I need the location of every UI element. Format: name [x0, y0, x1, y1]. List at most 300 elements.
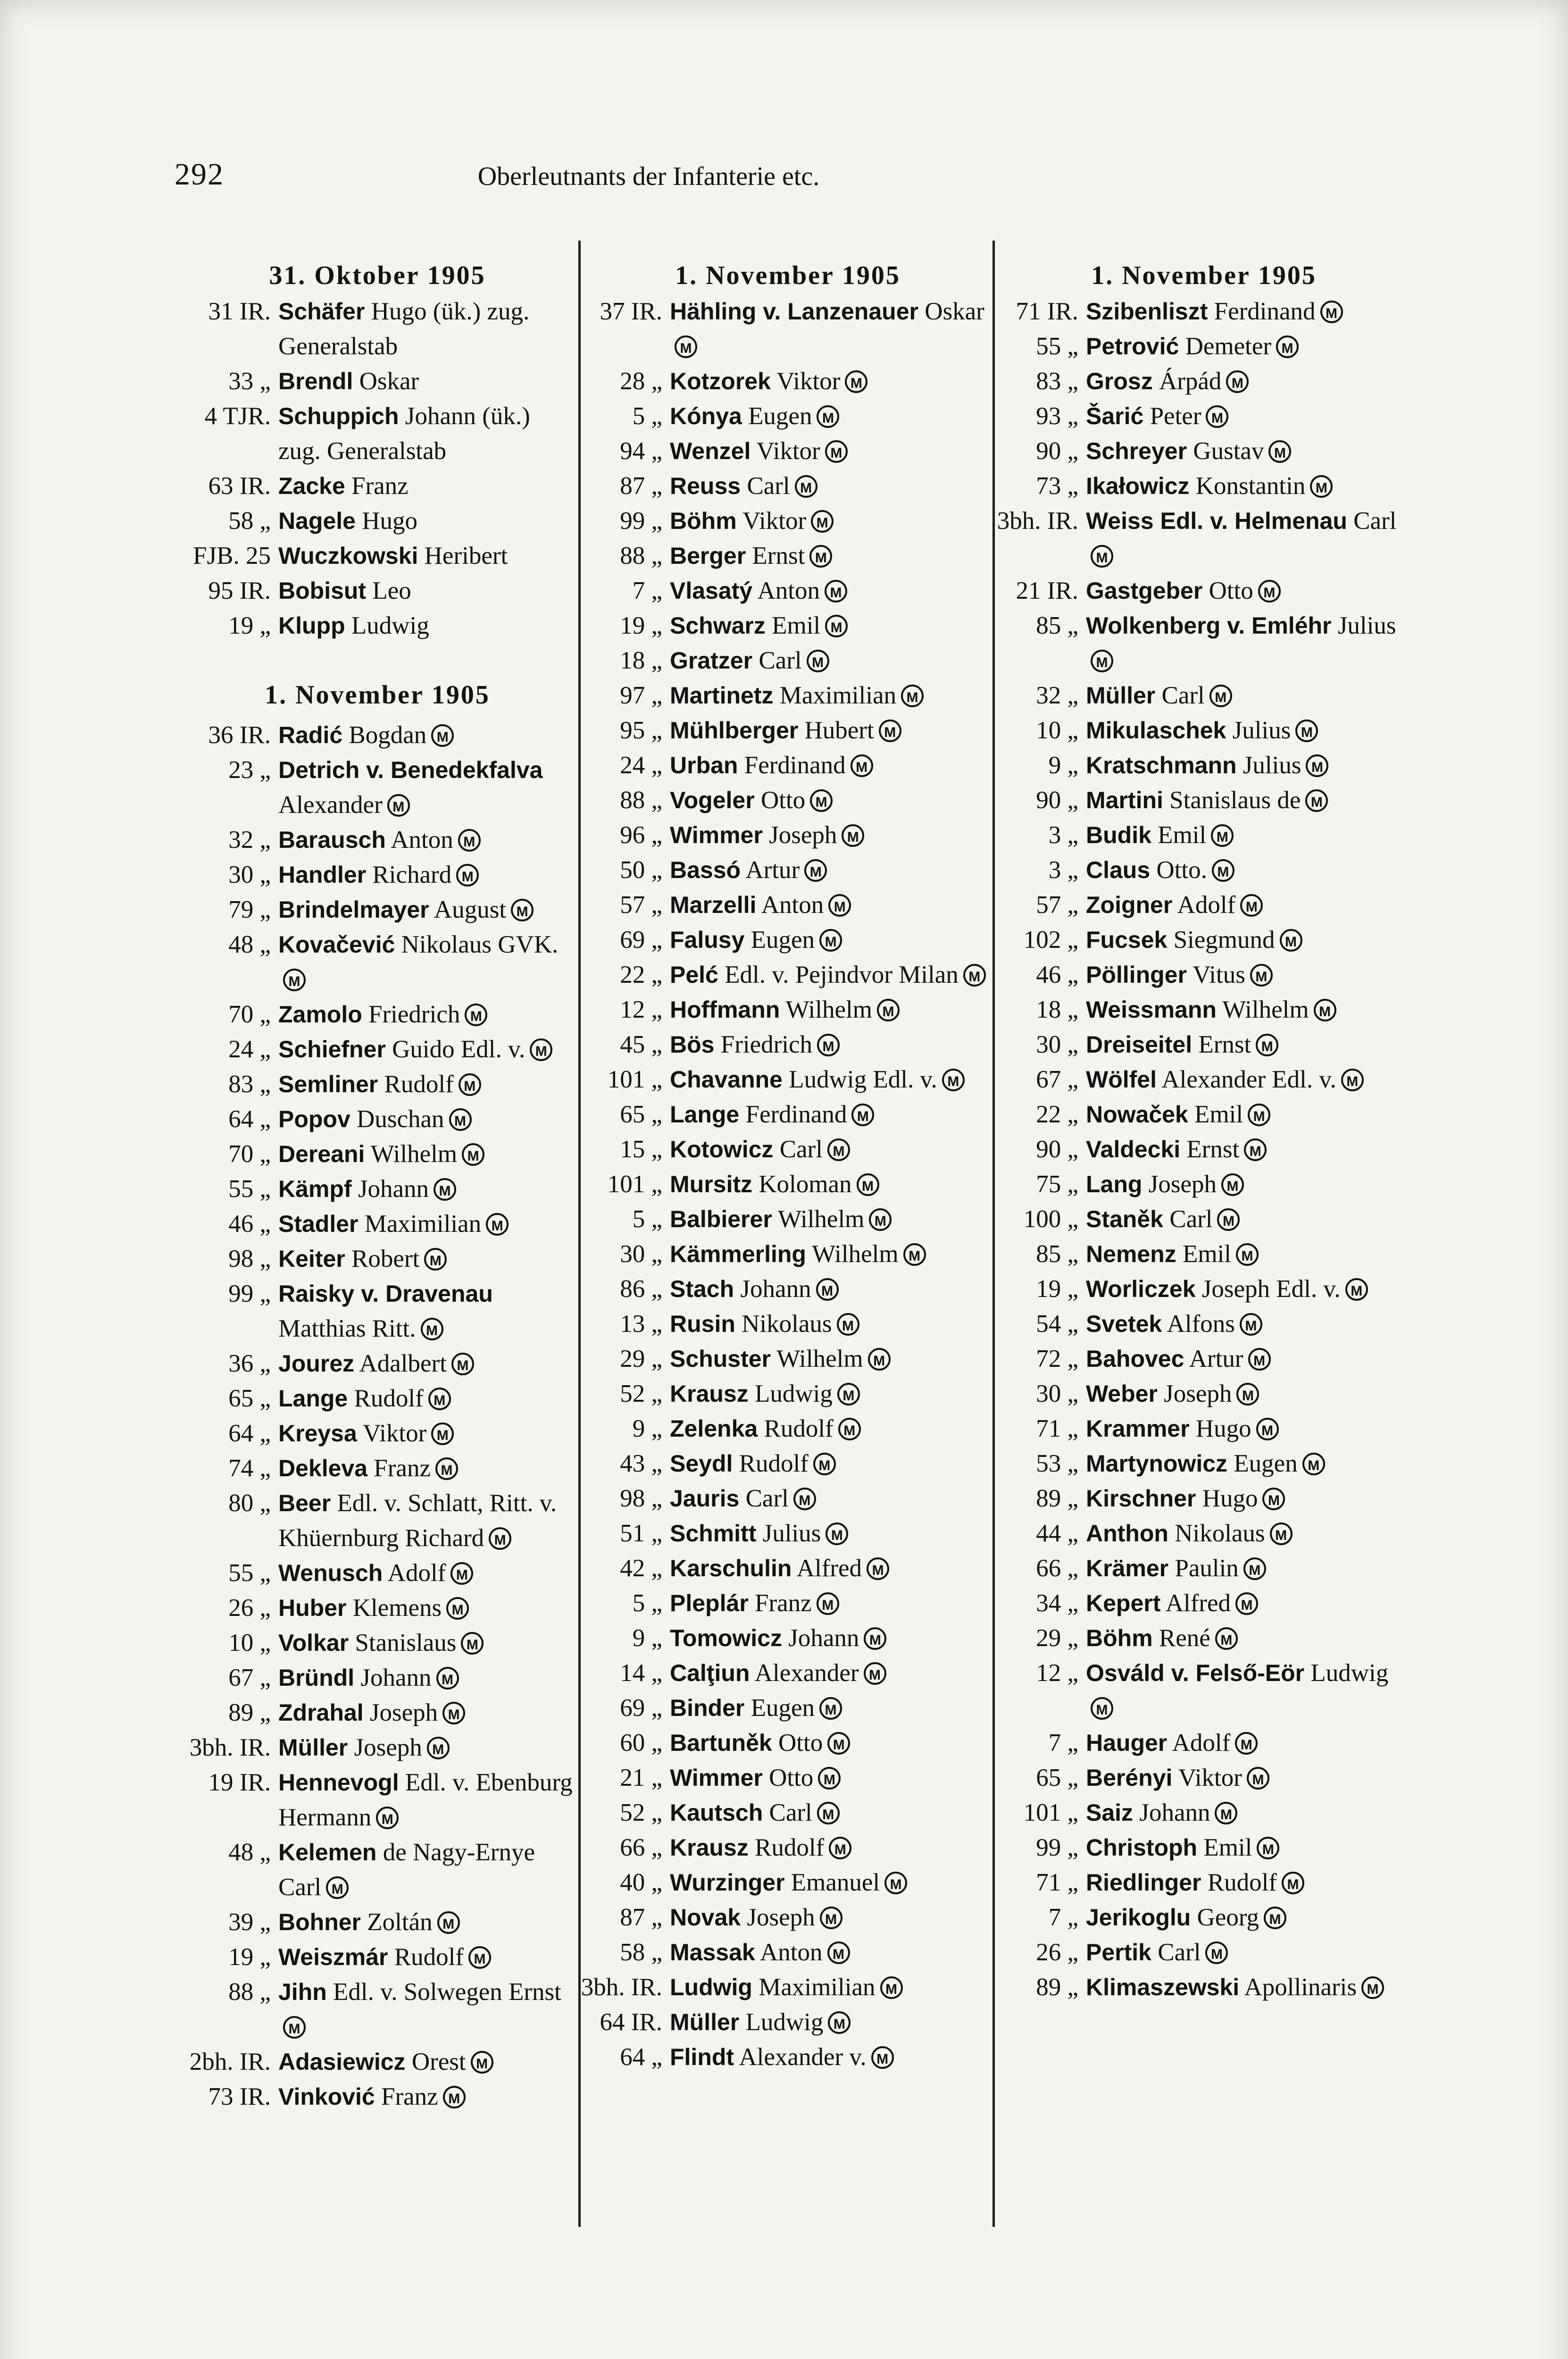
- officer-entry: [996, 1411, 1411, 1446]
- entry-name: [278, 718, 580, 753]
- entry-unit: 19 „: [228, 612, 271, 639]
- entry-given-name: Julius: [1243, 752, 1301, 779]
- officer-entry: [175, 927, 580, 997]
- officer-entry: [580, 678, 995, 713]
- entry-surname: Kreysa: [278, 1420, 357, 1447]
- entry-unit: 3bh. IR.: [997, 507, 1078, 535]
- entry-unit: 67 „: [228, 1664, 271, 1691]
- merit-mark-icon: M: [901, 685, 924, 707]
- officer-entry: [996, 1272, 1411, 1306]
- officer-entry: [175, 573, 580, 608]
- entry-given-name: Ferdinand: [745, 1101, 847, 1128]
- entry-given-name: Ludwig: [351, 612, 429, 639]
- entry-given-name: Hugo: [1195, 1415, 1251, 1442]
- entry-surname: Hauger: [1086, 1730, 1168, 1756]
- officer-entry: [580, 1900, 995, 1935]
- entry-surname: Müller: [1086, 682, 1156, 709]
- entry-surname: Jauris: [670, 1485, 740, 1512]
- entry-unit: 67 „: [1036, 1066, 1078, 1093]
- entry-unit: 96 „: [620, 821, 662, 849]
- entry-surname: Dekleva: [278, 1455, 368, 1481]
- entry-unit: 22 „: [1036, 1101, 1078, 1128]
- entry-name: [278, 1625, 580, 1660]
- entry-name: [670, 2040, 995, 2075]
- officer-entry: [580, 643, 995, 678]
- entry-name: [1086, 1411, 1411, 1446]
- officer-entry: [996, 1900, 1411, 1935]
- entry-surname: Gratzer: [670, 647, 753, 674]
- entry-unit: 94 „: [620, 437, 662, 465]
- entry-name: [1086, 1830, 1411, 1865]
- entry-unit: 3 „: [1048, 821, 1078, 849]
- entry-surname: Ludwig: [670, 1974, 752, 2000]
- entry-given-name: Zoltán: [367, 1908, 433, 1936]
- merit-mark-icon: M: [826, 1522, 848, 1545]
- entry-surname: Falusy: [670, 927, 745, 953]
- entry-name: [670, 1516, 995, 1551]
- entry-unit: 70 „: [228, 1140, 271, 1168]
- entry-given-name: Rudolf: [394, 1943, 464, 1971]
- entry-surname: Böhm: [670, 508, 737, 534]
- entry-given-name: Viktor: [776, 368, 841, 395]
- merit-mark-icon: M: [942, 1069, 965, 1091]
- entry-name: [1086, 1237, 1411, 1272]
- entry-unit: 71 „: [1036, 1869, 1078, 1896]
- entry-surname: Zelenka: [670, 1415, 758, 1442]
- officer-entry: [996, 1027, 1411, 1062]
- merit-mark-icon: M: [1236, 1383, 1259, 1405]
- merit-mark-icon: M: [1217, 1208, 1240, 1231]
- entry-name: [670, 713, 995, 748]
- entry-unit: 64 IR.: [600, 2008, 662, 2036]
- officer-entry: [580, 1865, 995, 1900]
- merit-mark-icon: M: [1206, 405, 1228, 428]
- entry-unit: 69 „: [620, 926, 662, 954]
- entry-surname: Barausch: [278, 827, 386, 853]
- merit-mark-icon: M: [387, 794, 410, 817]
- entry-given-name: Leo: [372, 577, 411, 604]
- entry-unit: 74 „: [228, 1455, 271, 1482]
- entry-given-name: Viktor: [756, 437, 820, 465]
- entry-name: [1086, 399, 1411, 434]
- entry-unit: 7 „: [1048, 1729, 1078, 1757]
- entry-name: [1086, 1097, 1411, 1132]
- entry-surname: Bohner: [278, 1909, 361, 1935]
- entry-given-name: Otto: [760, 786, 806, 814]
- merit-mark-icon: M: [1310, 475, 1333, 498]
- merit-mark-icon: M: [825, 615, 848, 637]
- entry-unit: 30 „: [620, 1240, 662, 1268]
- entry-given-name: Oskar: [359, 368, 419, 395]
- entry-unit: 73 IR.: [208, 2083, 271, 2110]
- entry-name: [670, 1481, 995, 1516]
- officer-entry: [175, 1835, 580, 1905]
- officer-entry: [580, 434, 995, 468]
- merit-mark-icon: M: [1091, 1697, 1113, 1720]
- entry-surname: Weiss Edl. v. Helmenau: [1086, 508, 1347, 534]
- entry-surname: Wolkenberg v. Emléhr: [1086, 612, 1332, 639]
- merit-mark-icon: M: [1247, 1767, 1269, 1790]
- officer-entry: [580, 1656, 995, 1690]
- merit-mark-icon: M: [435, 1457, 458, 1480]
- entry-given-name: Stanislaus: [355, 1629, 457, 1656]
- entry-name: [670, 399, 995, 434]
- merit-mark-icon: M: [804, 859, 827, 882]
- officer-entry: [580, 1760, 995, 1795]
- entry-name: [278, 1206, 580, 1241]
- entry-surname: Wimmer: [670, 822, 763, 848]
- entry-given-name: Johann (ük.) zug. Generalstab: [278, 402, 530, 465]
- entry-given-name: Rudolf: [764, 1415, 834, 1442]
- merit-mark-icon: M: [1256, 1034, 1278, 1056]
- officer-entry: [175, 1137, 580, 1171]
- entry-surname: Schwarz: [670, 612, 766, 639]
- entry-surname: Novak: [670, 1904, 741, 1931]
- officer-entry: [996, 1586, 1411, 1621]
- merit-mark-icon: M: [443, 2086, 466, 2108]
- entry-given-name: Joseph: [1148, 1171, 1217, 1198]
- officer-entry: [996, 1551, 1411, 1586]
- entry-unit: 33 „: [228, 368, 271, 395]
- entry-unit: 88 „: [228, 1978, 271, 2006]
- entry-name: [1086, 1725, 1411, 1760]
- entry-unit: 55 „: [228, 1175, 271, 1203]
- entry-name: [278, 1102, 580, 1137]
- entry-given-name: Wilhelm: [785, 996, 872, 1023]
- officer-entry: [996, 1097, 1411, 1132]
- entry-surname: Kratschmann: [1086, 752, 1237, 778]
- officer-entry: [175, 753, 580, 822]
- merit-mark-icon: M: [837, 1313, 859, 1336]
- merit-mark-icon: M: [456, 864, 479, 887]
- entry-surname: Urban: [670, 752, 738, 778]
- entry-surname: Zdrahal: [278, 1699, 364, 1726]
- officer-entry: [175, 364, 580, 399]
- officer-entry: [996, 853, 1411, 887]
- entry-surname: Raisky v. Dravenau: [278, 1280, 493, 1307]
- merit-mark-icon: M: [1091, 545, 1113, 568]
- merit-mark-icon: M: [428, 1388, 451, 1410]
- entry-given-name: Alexander v.: [739, 2043, 867, 2071]
- entry-given-name: Edl. v.: [337, 1489, 401, 1517]
- entry-surname: Massak: [670, 1939, 755, 1966]
- officer-entry: [580, 1446, 995, 1481]
- entry-unit: 102 „: [1023, 926, 1078, 954]
- entry-given-name: Rudolf: [754, 1834, 825, 1861]
- entry-unit: 34 „: [1036, 1589, 1078, 1617]
- entry-name: [670, 538, 995, 573]
- entry-unit: 99 „: [1036, 1834, 1078, 1861]
- entry-name: [670, 294, 995, 364]
- entry-unit: 26 „: [1036, 1939, 1078, 1966]
- officer-entry: [996, 818, 1411, 853]
- merit-mark-icon: M: [1240, 894, 1263, 917]
- merit-mark-icon: M: [1236, 1243, 1259, 1266]
- entry-name: [1086, 853, 1411, 887]
- entry-unit: 88 „: [620, 542, 662, 569]
- entry-unit: 89 „: [1036, 1974, 1078, 2001]
- entry-given-name: Artur: [745, 856, 800, 884]
- entry-name: [670, 1167, 995, 1202]
- officer-entry: [175, 1067, 580, 1102]
- officer-entry: [996, 1306, 1411, 1341]
- officer-entry: [580, 748, 995, 783]
- entry-given-name: Ferdinand: [744, 752, 846, 779]
- officer-entry: [580, 399, 995, 434]
- officer-entry: [580, 818, 995, 853]
- entry-given-name: Alexander Edl. v.: [1161, 1066, 1336, 1093]
- officer-entry: [580, 1621, 995, 1656]
- entry-given-name: Nikolaus GVK.: [401, 931, 559, 958]
- entry-given-name: Otto: [1209, 577, 1253, 604]
- merit-mark-icon: M: [817, 1592, 839, 1615]
- entry-name: [1086, 294, 1411, 329]
- merit-mark-icon: M: [442, 1702, 465, 1724]
- entry-name: [670, 818, 995, 853]
- officer-entry: [580, 1725, 995, 1760]
- entry-given-name: Eugen: [1234, 1450, 1298, 1477]
- merit-mark-icon: M: [1221, 1173, 1244, 1196]
- entry-name: [278, 1974, 580, 2044]
- entry-unit: 5 „: [632, 1205, 662, 1233]
- entry-surname: Beer: [278, 1490, 331, 1516]
- entry-name: [1086, 713, 1411, 748]
- entry-name: [1086, 1865, 1411, 1900]
- entry-name: [278, 1381, 580, 1416]
- entry-name: [1086, 608, 1411, 678]
- page-header: [175, 157, 1123, 213]
- entry-given-name: Rudolf: [354, 1385, 424, 1412]
- officer-entry: [996, 1725, 1411, 1760]
- merit-mark-icon: M: [1295, 719, 1318, 742]
- entry-name: [278, 857, 580, 892]
- entry-unit: 15 „: [620, 1136, 662, 1163]
- officer-entry: [580, 294, 995, 364]
- entry-name: [278, 364, 580, 399]
- entry-unit: 52 „: [620, 1799, 662, 1826]
- entry-given-name: Anton: [391, 826, 453, 853]
- entry-surname: Klimaszewski: [1086, 1974, 1240, 2000]
- entry-unit: 31 IR.: [208, 298, 271, 325]
- entry-unit: 87 „: [620, 1904, 662, 1931]
- entry-name: [1086, 1516, 1411, 1551]
- entry-name: [1086, 1900, 1411, 1935]
- entry-name: [278, 1765, 580, 1835]
- entry-surname: Schiefner: [278, 1036, 386, 1062]
- entry-given-name: Franz: [351, 472, 409, 500]
- merit-mark-icon: M: [842, 824, 864, 847]
- entry-unit: 24 „: [228, 1036, 271, 1063]
- entry-given-name: René: [1159, 1624, 1210, 1652]
- merit-mark-icon: M: [376, 1807, 399, 1829]
- merit-mark-icon: M: [465, 1004, 487, 1026]
- merit-mark-icon: M: [1248, 1348, 1271, 1371]
- entry-given-name: Ernst: [1198, 1031, 1251, 1058]
- merit-mark-icon: M: [489, 1527, 511, 1550]
- entry-name: [278, 1171, 580, 1206]
- entry-given-name: Wilhelm: [778, 1205, 865, 1233]
- officer-entry: [580, 713, 995, 748]
- officer-entry: [996, 608, 1411, 678]
- entry-unit: 13 „: [620, 1310, 662, 1338]
- merit-mark-icon: M: [1248, 1104, 1270, 1126]
- entry-name: [670, 1446, 995, 1481]
- entry-unit: 9 „: [632, 1415, 662, 1442]
- entry-given-name: Richard: [372, 861, 452, 888]
- officer-entry: [580, 992, 995, 1027]
- entry-given-name: Emil: [1182, 1240, 1232, 1268]
- officer-entry: [996, 992, 1411, 1027]
- entry-name: [278, 1940, 580, 1974]
- merit-mark-icon: M: [1244, 1138, 1267, 1161]
- officer-entry: [175, 1451, 580, 1486]
- entry-surname: Šarić: [1086, 403, 1144, 429]
- merit-mark-icon: M: [1209, 685, 1232, 707]
- entry-name: [670, 992, 995, 1027]
- officer-entry: [580, 1062, 995, 1097]
- entry-given-name: Joseph: [354, 1734, 422, 1761]
- merit-mark-icon: M: [903, 1243, 926, 1266]
- merit-mark-icon: M: [816, 1278, 839, 1301]
- entry-unit: 24 „: [620, 752, 662, 779]
- officer-entry: [175, 294, 580, 364]
- entry-unit: 30 „: [228, 861, 271, 888]
- entry-surname: Wölfel: [1086, 1066, 1157, 1093]
- entry-surname: Müller: [278, 1734, 348, 1761]
- entry-given-name: Apollinaris: [1244, 1974, 1357, 2001]
- entry-given-name: Eugen: [751, 1694, 815, 1722]
- entry-surname: Mursitz: [670, 1171, 752, 1197]
- officer-entry: [580, 2040, 995, 2075]
- entry-surname: Stach: [670, 1276, 734, 1302]
- entry-surname: Rusin: [670, 1311, 735, 1337]
- entry-given-name: Vitus: [1193, 961, 1245, 988]
- merit-mark-icon: M: [1305, 789, 1328, 812]
- entry-name: [670, 678, 995, 713]
- running-title: Oberleutnants der Infanterie etc.: [477, 162, 820, 191]
- entry-given-name: de: [383, 1839, 407, 1866]
- entry-surname: Kämmerling: [670, 1241, 806, 1267]
- entry-name: [1086, 1272, 1411, 1306]
- entry-surname: Zacke: [278, 473, 345, 499]
- entry-given-name: Maximilian: [759, 1974, 876, 2001]
- entry-name: [670, 1272, 995, 1306]
- officer-entry: [996, 1516, 1411, 1551]
- entry-given-name: Edl. v.: [725, 961, 789, 988]
- entry-name: [670, 783, 995, 818]
- entry-name: [278, 294, 580, 364]
- entry-surname: Schreyer: [1086, 438, 1187, 464]
- entry-surname: Worliczek: [1086, 1276, 1196, 1302]
- page-number: 292: [175, 157, 224, 192]
- entry-given-name: Emil: [1203, 1834, 1252, 1861]
- merit-mark-icon: M: [1341, 1069, 1364, 1091]
- entry-name: [278, 997, 580, 1032]
- entry-name: [670, 1202, 995, 1237]
- officer-entry: [175, 2079, 580, 2114]
- entry-unit: 79 „: [228, 896, 271, 923]
- merit-mark-icon: M: [458, 829, 481, 852]
- entry-given-name: Matthias Ritt.: [278, 1315, 416, 1342]
- entry-given-name: Peter: [1150, 402, 1201, 430]
- entry-name: [278, 753, 580, 822]
- officer-entry: [580, 1516, 995, 1551]
- entry-surname: Müller: [670, 2009, 740, 2035]
- entry-given-name: Alfons: [1167, 1310, 1235, 1338]
- entry-surname: Bobisut: [278, 577, 367, 604]
- entry-surname: Grosz: [1086, 368, 1153, 394]
- entry-given-name: Otto.: [1156, 856, 1207, 884]
- merit-mark-icon: M: [1256, 1418, 1279, 1440]
- entry-unit: 48 „: [228, 1839, 271, 1866]
- entry-surname: Jourez: [278, 1350, 355, 1377]
- entry-surname: Wimmer: [670, 1765, 763, 1791]
- entry-unit: 3bh. IR.: [189, 1734, 271, 1761]
- entry-surname: Böhm: [1086, 1625, 1153, 1651]
- entry-surname: Pleplár: [670, 1590, 749, 1616]
- officer-entry: [175, 1695, 580, 1730]
- entry-given-name: Rudolf: [739, 1450, 809, 1477]
- entry-given-name: Johann: [740, 1275, 811, 1303]
- officer-entry: [580, 538, 995, 573]
- merit-mark-icon: M: [326, 1876, 349, 1899]
- officer-entry: [996, 887, 1411, 922]
- entry-name-continuation: Ebenburg Hermann: [278, 1769, 573, 1831]
- entry-surname: Bös: [670, 1031, 715, 1058]
- entry-unit: 12 „: [620, 996, 662, 1023]
- entry-unit: 75 „: [1036, 1171, 1078, 1198]
- entry-surname: Schuster: [670, 1346, 771, 1372]
- entry-given-name: Nikolaus: [1175, 1520, 1265, 1547]
- officer-entry: [580, 503, 995, 538]
- entry-unit: 5 „: [632, 1589, 662, 1617]
- officer-entry: [580, 1411, 995, 1446]
- entry-given-name: Orest: [411, 2048, 466, 2075]
- entry-unit: 22 „: [620, 961, 662, 988]
- entry-surname: Kovačević: [278, 931, 395, 958]
- entry-given-name: Carl: [745, 1485, 789, 1512]
- entry-given-name: Johann: [358, 1175, 429, 1203]
- entry-unit: 80 „: [228, 1489, 271, 1517]
- merit-mark-icon: M: [828, 2011, 851, 2034]
- merit-mark-icon: M: [809, 545, 832, 568]
- merit-mark-icon: M: [795, 475, 817, 498]
- entry-name: [670, 1656, 995, 1690]
- entry-given-name: Franz: [755, 1589, 812, 1617]
- entry-unit: 99 „: [228, 1280, 271, 1307]
- entry-given-name: Oskar: [925, 298, 984, 325]
- merit-mark-icon: M: [864, 1662, 886, 1685]
- merit-mark-icon: M: [1205, 1941, 1228, 1964]
- entry-surname: Reuss: [670, 473, 741, 499]
- merit-mark-icon: M: [868, 1348, 891, 1371]
- entry-given-name: Joseph: [1164, 1380, 1232, 1407]
- officer-entry: [996, 1062, 1411, 1097]
- entry-name: [278, 1590, 580, 1625]
- entry-unit: 9 „: [1048, 752, 1078, 779]
- officer-entry: [996, 1935, 1411, 1970]
- merit-mark-icon: M: [1270, 1522, 1293, 1545]
- merit-mark-icon: M: [1235, 1732, 1258, 1755]
- entry-unit: 2bh. IR.: [189, 2048, 271, 2075]
- entry-unit: 4 TJR.: [204, 402, 271, 430]
- merit-mark-icon: M: [845, 370, 867, 393]
- officer-entry: [175, 1625, 580, 1660]
- entry-unit: 66 „: [1036, 1555, 1078, 1582]
- officer-entry: [175, 822, 580, 857]
- entry-unit: 71 IR.: [1016, 298, 1078, 325]
- entry-name: [1086, 329, 1411, 364]
